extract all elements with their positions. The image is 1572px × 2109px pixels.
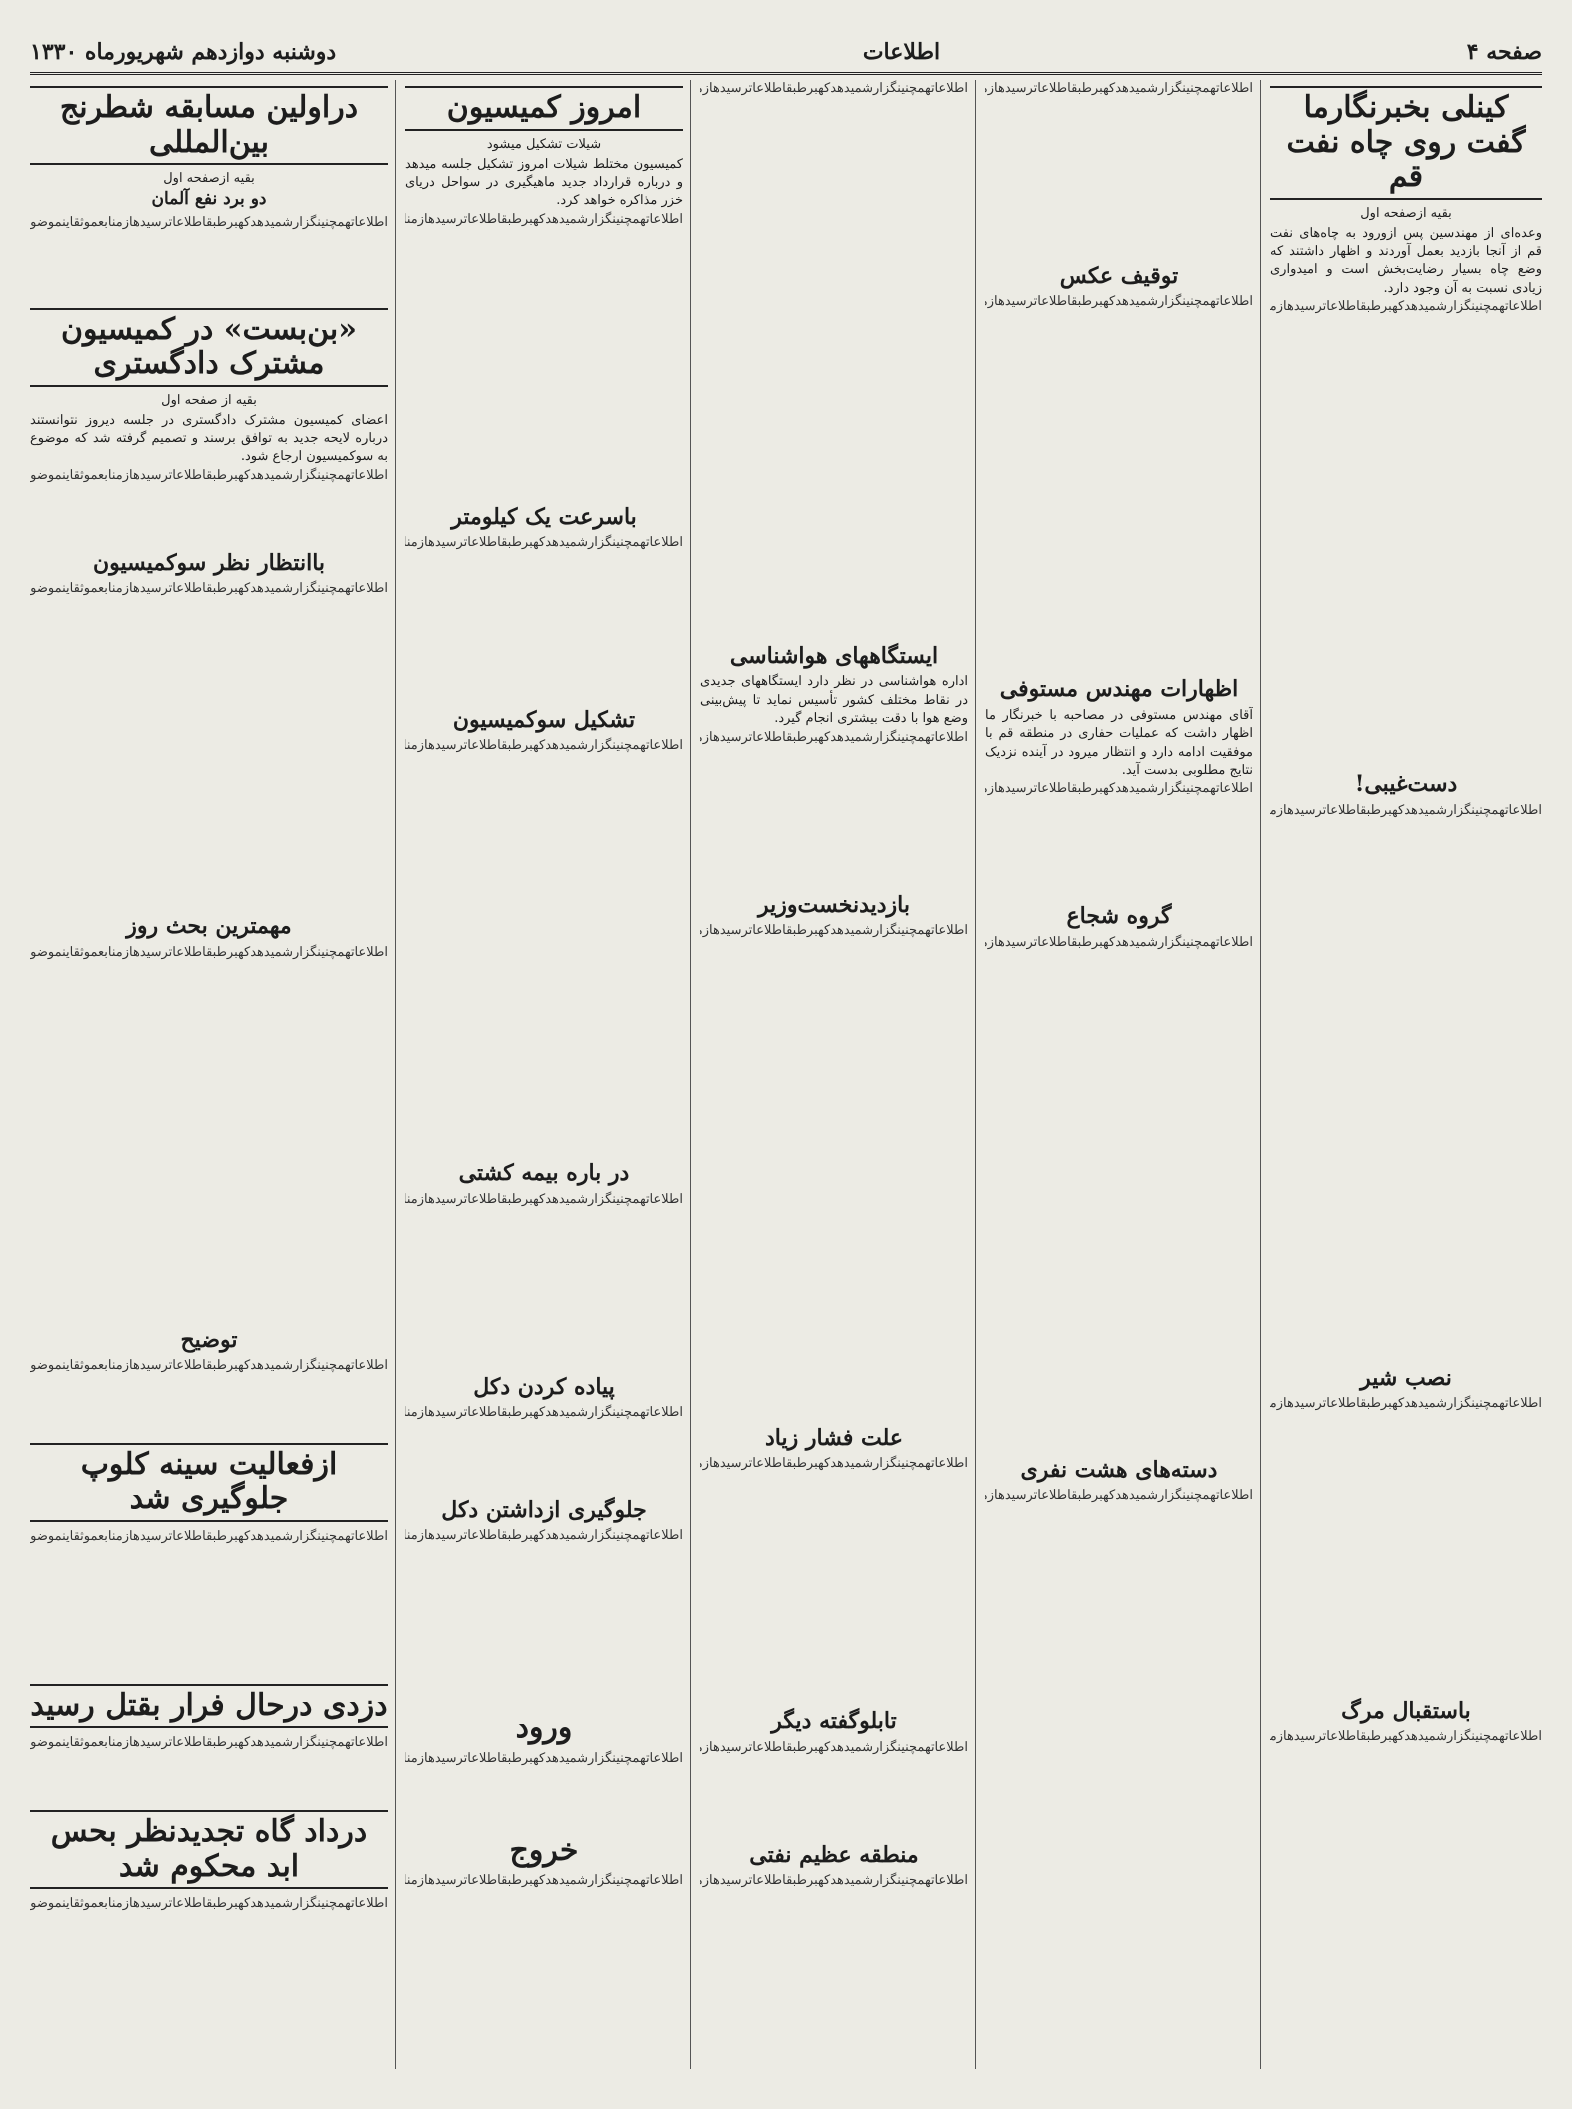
article-body — [30, 467, 388, 547]
subheading: تابلوگفته دیگر — [771, 1708, 897, 1735]
article-body — [405, 534, 683, 704]
subheading: تشکیل سوکمیسیون — [452, 707, 636, 734]
subheading: اظهارات مهندس مستوفی — [999, 676, 1239, 703]
page-number: صفحه ۴ — [1466, 39, 1542, 65]
subheading: دو برد نفع آلمان — [151, 189, 267, 209]
subheading: باستقبال مرگ — [1341, 1697, 1471, 1724]
article-text: اعضای کمیسیون مشترک دادگستری در جلسه دیروز نتوانستند درباره لایحه جدید به توافق برسند و تصمیم گرفته شد که موضوع به سوکمیسیون ارجاع شود. — [30, 412, 388, 465]
headline-commission: امروز کمیسیون — [405, 86, 683, 131]
article-body — [405, 211, 683, 501]
newspaper-name: اطلاعات — [862, 39, 941, 65]
headline-court: درداد گاه تجدیدنظر بحس ابد محکوم شد — [30, 1810, 388, 1889]
subheading: دست‌غیبی! — [1354, 771, 1458, 798]
subheading: نصب شیر — [1360, 1364, 1452, 1391]
column-3 — [700, 80, 968, 2069]
column-4 — [405, 80, 683, 2069]
column-2 — [985, 80, 1253, 2069]
column-1 — [1270, 80, 1542, 2069]
article-body — [1270, 1728, 1542, 1928]
subheading: توقیف عکس — [1059, 263, 1179, 289]
issue-date: دوشنبه دوازدهم شهریورماه ۱۳۳۰ — [30, 39, 337, 65]
headline-club: ازفعالیت سینه کلوپ جلوگیری شد — [30, 1443, 388, 1522]
article-body — [405, 1404, 683, 1494]
article-body — [30, 1734, 388, 1804]
column-rule — [395, 80, 396, 2069]
article-text: اداره هواشناسی در نظر دارد ایستگاههای جدیدی در نقاط مختلف کشور تأسیس نماید تا پیش‌بینی وضع هوا با دقت بیشتری انجام گیرد. — [700, 674, 968, 727]
subheading: خروج — [509, 1832, 579, 1868]
article-body — [1270, 1395, 1542, 1695]
headline-kinley: کینلی بخبرنگارما گفت روی چاه نفت قم — [1270, 86, 1542, 200]
kicker: بقیه ازصفحه اول — [1360, 205, 1452, 221]
column-rule — [1260, 80, 1261, 2069]
column-rule — [975, 80, 976, 2069]
subheading: مهمترین بحث روز — [126, 913, 292, 940]
subheading: پیاده کردن دکل — [473, 1373, 615, 1400]
article-body — [405, 1191, 683, 1371]
kicker: بقیه از صفحه اول — [161, 392, 257, 408]
subheading: ایستگاههای هواشناسی — [729, 643, 939, 669]
subheading: جلوگیری ازداشتن دکل — [441, 1497, 647, 1524]
kicker: شیلات تشکیل میشود — [486, 136, 602, 152]
article-text: آقای مهندس مستوفی در مصاحبه با خبرنگار ما اظهار داشت که عملیات حفاری در منطقه قم با موفقیت ادامه دارد و انتظار میرود در آینده نزدیک نتایج مطلوبی بدست آید. — [985, 707, 1253, 778]
article-body — [30, 1895, 388, 2035]
headline-thief: دزدی درحال فرار بقتل رسید — [30, 1684, 388, 1729]
article-body — [985, 934, 1253, 1454]
article-text: کمیسیون مختلط شیلات امروز تشکیل جلسه میدهد و درباره قرارداد جدید ماهیگیری در سواحل دریای خزر مذاکره خواهد کرد. — [405, 156, 683, 209]
article-body — [30, 214, 388, 302]
subheading: باانتظار نظر سوکمیسیون — [92, 549, 326, 576]
headline-chess: دراولین مسابقه شطرنج بین‌المللی — [30, 86, 388, 165]
column-5 — [30, 80, 388, 2069]
subheading: بازدیدنخست‌وزیر — [758, 891, 910, 918]
subheading: در باره بیمه کشتی — [458, 1160, 630, 1187]
article-body — [700, 922, 968, 1422]
article-body — [985, 1487, 1253, 2047]
subheading: توضیح — [180, 1326, 238, 1353]
article-intro: وعده‌ای از مهندسین پس ازورود به چاه‌های نفت قم از آنجا بازدید بعمل آوردند و اظهار داشتند که وضع چاه بسیار رضایت‌بخش است و امیدواری زیادی نسبت به آن وجود دارد. — [1270, 225, 1542, 296]
article-body — [700, 1455, 968, 1705]
article-body — [405, 1872, 683, 2032]
headline-deadlock: «بن‌بست» در کمیسیون مشترک دادگستری — [30, 308, 388, 387]
subheading: ورود — [515, 1710, 573, 1746]
article-body — [985, 293, 1253, 673]
article-body — [1270, 298, 1542, 768]
article-body — [405, 1750, 683, 1830]
article-body — [700, 729, 968, 889]
kicker: بقیه ازصفحه اول — [163, 171, 255, 186]
subheading: علت فشار زیاد — [764, 1424, 904, 1451]
article-body — [985, 80, 1253, 260]
article-body — [985, 780, 1253, 900]
article-body — [405, 1527, 683, 1707]
page-header — [30, 32, 1542, 75]
article-body — [30, 1357, 388, 1437]
article-body — [700, 1739, 968, 1839]
article-body — [30, 1528, 388, 1678]
column-rule — [690, 80, 691, 2069]
subheading: گروه شجاع — [1066, 903, 1172, 930]
subheading: دسته‌های هشت نفری — [1020, 1456, 1218, 1483]
article-body — [30, 580, 388, 910]
article-body — [1270, 802, 1542, 1362]
subheading: باسرعت یک کیلومتر — [451, 503, 637, 530]
article-body — [700, 80, 968, 640]
article-body — [700, 1872, 968, 1992]
article-body — [30, 944, 388, 1324]
subheading: منطقه عظیم نفتی — [749, 1841, 919, 1868]
article-body — [405, 737, 683, 1157]
